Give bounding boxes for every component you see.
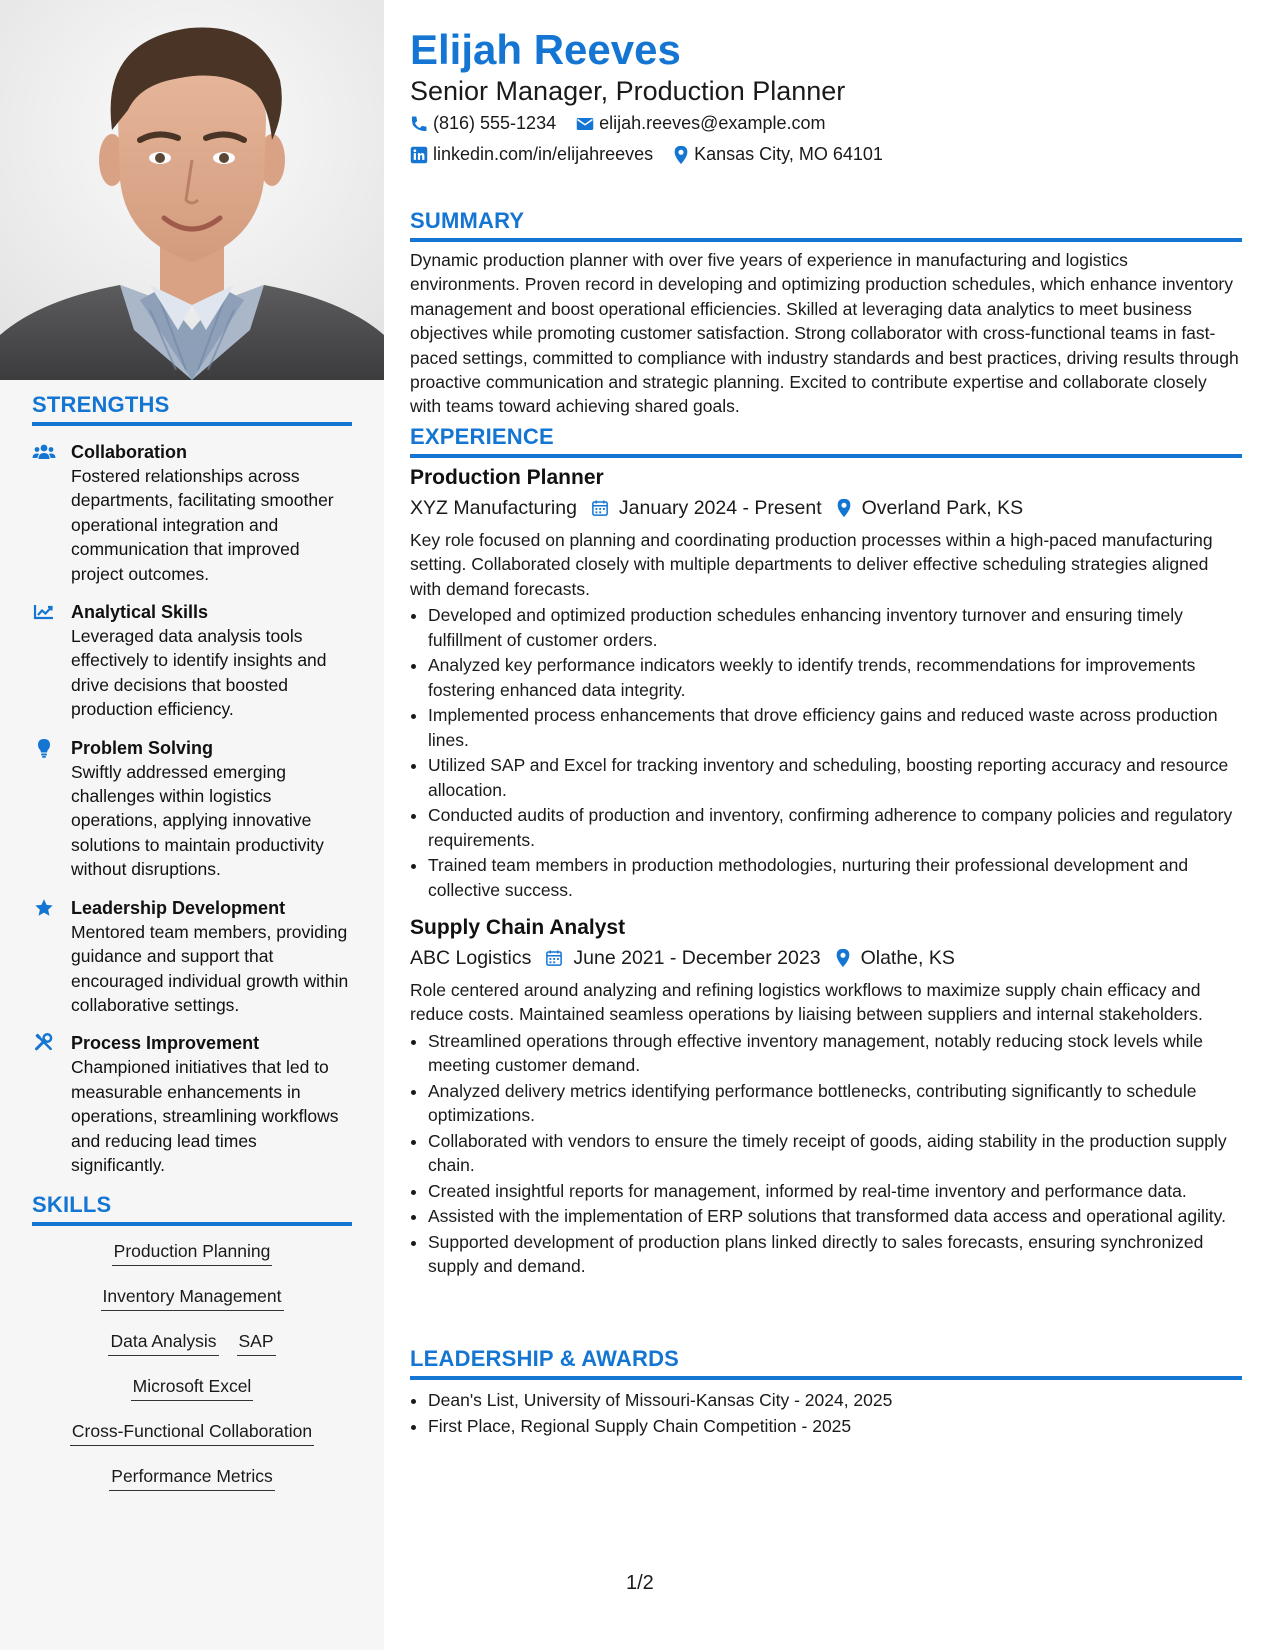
candidate-title: Senior Manager, Production Planner	[410, 76, 846, 106]
contact-row-1	[410, 113, 825, 134]
skills-heading: SKILLS	[32, 1192, 352, 1226]
strength-title: Collaboration	[71, 442, 187, 462]
awards-section	[410, 1346, 1242, 1439]
strength-description: Mentored team members, providing guidance and support that encouraged individual growth within collaborative settings.	[71, 921, 349, 1015]
company-name: XYZ Manufacturing	[410, 497, 577, 519]
skills-section	[32, 1192, 352, 1510]
calendar-icon	[545, 949, 563, 967]
phone-icon	[410, 115, 428, 133]
job-bullet: • Trained team members in production methodologies, nurturing their professional development and collective success.	[428, 853, 1242, 902]
experience-heading: EXPERIENCE	[410, 424, 1242, 458]
job-bullet: • Developed and optimized production schedules enhancing inventory turnover and ensuring timely fulfillment of customer orders.	[428, 603, 1242, 652]
job-entry	[410, 914, 1242, 1279]
email-address[interactable]: elijah.reeves@example.com	[599, 113, 826, 133]
job-bullets	[410, 1029, 1242, 1279]
strength-description: Swiftly addressed emerging challenges within logistics operations, applying innovative solutions to maintain productivity without disruptions.	[71, 761, 324, 880]
candidate-name: Elijah Reeves	[410, 26, 681, 73]
job-bullets	[410, 603, 1242, 902]
job-bullet: • Analyzed key performance indicators weekly to identify trends, recommendations for improvements fostering enhanced data integrity.	[428, 653, 1242, 702]
experience-section	[410, 424, 1242, 1280]
skill-tag: Data Analysis	[108, 1330, 218, 1356]
location-contact	[673, 144, 883, 165]
linkedin-contact	[410, 144, 653, 165]
job-description: Key role focused on planning and coordinating production processes within a high-paced manufacturing setting. Collaborated closely with multiple departments to deliver effective scheduling strategies aligned with demand forecasts.	[410, 530, 1213, 599]
portrait-illustration	[0, 0, 384, 380]
skill-tag: SAP	[237, 1330, 276, 1356]
skill-tag: Inventory Management	[101, 1285, 284, 1311]
strengths-section	[32, 392, 352, 1177]
strength-title: Leadership Development	[71, 897, 286, 918]
summary-section	[410, 208, 1242, 419]
phone-number[interactable]: (816) 555-1234	[433, 113, 557, 133]
awards-list	[410, 1388, 1242, 1438]
location-text: Kansas City, MO 64101	[694, 144, 883, 164]
job-meta	[410, 944, 1242, 972]
sidebar	[0, 0, 384, 1650]
summary-heading: SUMMARY	[410, 208, 1242, 242]
page-indicator: 1/2	[626, 1572, 654, 1594]
award-item: • First Place, Regional Supply Chain Competition - 2025	[428, 1414, 1242, 1438]
phone-contact	[410, 113, 556, 134]
envelope-icon	[576, 116, 594, 132]
strength-description: Fostered relationships across departments, facilitating smoother operational integration and communication that improved project outcomes.	[71, 466, 334, 584]
star-icon	[32, 898, 56, 918]
strength-description: Leveraged data analysis tools effectively to identify insights and drive decisions that boosted production efficiency.	[71, 626, 327, 720]
job-location: Overland Park, KS	[861, 497, 1024, 519]
contact-row-2	[410, 144, 883, 165]
strength-item	[32, 1031, 352, 1177]
map-pin-icon	[673, 145, 689, 165]
job-bullet: • Streamlined operations through effective inventory management, notably reducing stock levels while meeting customer demand.	[428, 1029, 1242, 1078]
chart-line-icon	[32, 602, 56, 622]
skill-tag: Cross-Functional Collaboration	[70, 1420, 314, 1446]
awards-heading: LEADERSHIP & AWARDS	[410, 1346, 1242, 1380]
job-bullet: • Collaborated with vendors to ensure the timely receipt of goods, aiding stability in the production supply chain.	[428, 1129, 1242, 1178]
job-dates: January 2024 - Present	[618, 497, 822, 519]
strength-description: Championed initiatives that led to measurable enhancements in operations, streamlining workflows and reducing lead times significantly.	[71, 1057, 339, 1175]
strength-item	[32, 896, 352, 1018]
job-entry	[410, 464, 1242, 902]
strength-title: Problem Solving	[71, 737, 214, 758]
strengths-heading: STRENGTHS	[32, 392, 352, 426]
skills-list	[32, 1240, 352, 1510]
job-dates: June 2021 - December 2023	[573, 947, 821, 970]
job-bullet: • Conducted audits of production and inventory, confirming adherence to company policies and regulatory requirements.	[428, 803, 1242, 852]
job-bullet: • Supported development of production plans linked directly to sales forecasts, ensuring synchronized supply and demand.	[428, 1230, 1242, 1279]
job-bullet: • Utilized SAP and Excel for tracking inventory and scheduling, boosting reporting accuracy and resource allocation.	[428, 753, 1242, 802]
skill-tag: Microsoft Excel	[131, 1375, 254, 1401]
linkedin-icon	[410, 146, 428, 164]
email-contact	[576, 113, 825, 134]
lightbulb-icon	[32, 738, 56, 758]
skill-tag: Production Planning	[112, 1240, 273, 1266]
summary-text: Dynamic production planner with over five years of experience in manufacturing and logistics environments. Proven record in developing and optimizing production schedules, which enhance inventory management and boost operational efficiencies. Skilled at leveraging data analytics to meet business objectives while promoting customer satisfaction. Strong collaborator with cross-functional teams in fast-paced settings, committed to compliance with industry standards and best practices, driving results through proactive communication and strategic planning. Excited to contribute expertise and collaborate closely with teams toward achieving shared goals.	[410, 250, 1239, 417]
company-name: ABC Logistics	[410, 947, 532, 970]
linkedin-url[interactable]: linkedin.com/in/elijahreeves	[433, 144, 654, 164]
users-icon	[32, 442, 56, 462]
award-item: • Dean's List, University of Missouri-Kansas City - 2024, 2025	[428, 1388, 1242, 1412]
job-description: Role centered around analyzing and refining logistics workflows to maximize supply chain efficacy and reduce costs. Maintained seamless operations by liaising between suppliers and internal stakeholders.	[410, 980, 1203, 1025]
strength-title: Analytical Skills	[71, 602, 209, 623]
job-title: Supply Chain Analyst	[410, 916, 626, 940]
tools-icon	[32, 1033, 56, 1053]
job-bullet: • Analyzed delivery metrics identifying performance bottlenecks, contributing significantly to schedule optimizations.	[428, 1079, 1242, 1128]
strength-item	[32, 440, 352, 586]
job-bullet: • Assisted with the implementation of ERP solutions that transformed data access and operational agility.	[428, 1204, 1242, 1228]
map-pin-icon	[836, 498, 852, 518]
job-meta	[410, 494, 1242, 522]
calendar-icon	[591, 499, 609, 517]
strength-title: Process Improvement	[71, 1033, 260, 1054]
profile-photo	[0, 0, 384, 380]
strength-item	[32, 600, 352, 722]
skill-tag: Performance Metrics	[109, 1465, 274, 1491]
map-pin-icon	[835, 948, 851, 968]
job-bullet: • Implemented process enhancements that drove efficiency gains and reduced waste across production lines.	[428, 703, 1242, 752]
strength-item	[32, 736, 352, 882]
job-bullet: • Created insightful reports for management, informed by real-time inventory and performance data.	[428, 1179, 1242, 1203]
job-title: Production Planner	[410, 466, 604, 489]
job-location: Olathe, KS	[860, 947, 955, 970]
